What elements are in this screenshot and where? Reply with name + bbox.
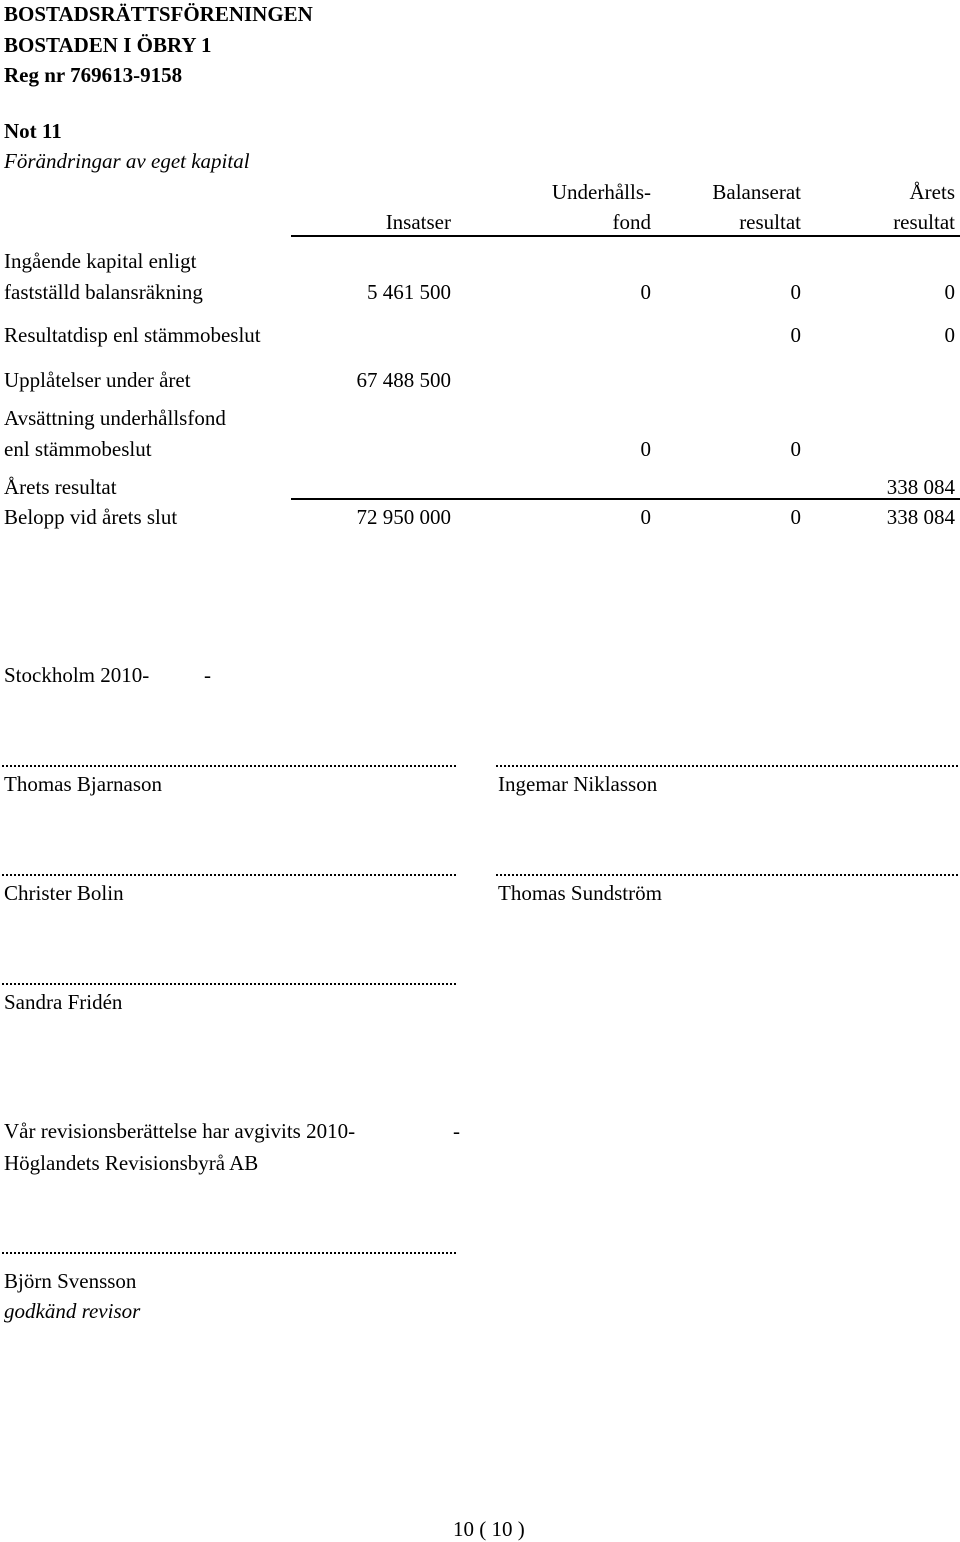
note-title: Not 11 xyxy=(4,119,62,143)
cell-underhallsfond: 0 xyxy=(640,280,651,304)
signatory-name: Thomas Sundström xyxy=(498,881,662,905)
signatory-name: Ingemar Niklasson xyxy=(498,772,658,796)
place-date-dash: - xyxy=(204,663,211,687)
col-header-arets-2: resultat xyxy=(893,210,955,234)
signature-line xyxy=(496,765,958,767)
col-header-underhallsfond-1: Underhålls- xyxy=(551,180,651,204)
note-subtitle: Förändringar av eget kapital xyxy=(4,149,250,173)
signature-line xyxy=(496,874,958,876)
signatory-name: Thomas Bjarnason xyxy=(4,772,163,796)
col-header-underhallsfond-2: fond xyxy=(612,210,651,234)
cell-arets-resultat: 338 084 xyxy=(886,475,955,499)
cell-balanserat: 0 xyxy=(790,323,801,347)
cell-underhallsfond: 0 xyxy=(640,505,651,529)
association-name-line2: BOSTADEN I ÖBRY 1 xyxy=(4,33,212,57)
cell-arets-resultat: 338 084 xyxy=(886,505,955,529)
col-header-balanserat-2: resultat xyxy=(739,210,801,234)
signature-line xyxy=(2,1252,456,1254)
cell-insatser: 72 950 000 xyxy=(356,505,451,529)
total-rule xyxy=(291,498,960,500)
row-label: Belopp vid årets slut xyxy=(4,505,178,529)
row-label: Resultatdisp enl stämmobeslut xyxy=(4,323,261,347)
row-label: Årets resultat xyxy=(4,475,117,499)
signature-line xyxy=(2,983,456,985)
row-label: enl stämmobeslut xyxy=(4,437,152,461)
signature-line xyxy=(2,874,456,876)
cell-arets-resultat: 0 xyxy=(944,280,955,304)
row-label: Avsättning underhållsfond xyxy=(4,406,226,430)
col-header-balanserat-1: Balanserat xyxy=(712,180,801,204)
audit-firm: Höglandets Revisionsbyrå AB xyxy=(4,1151,259,1175)
cell-insatser: 5 461 500 xyxy=(367,280,451,304)
cell-balanserat: 0 xyxy=(790,280,801,304)
cell-balanserat: 0 xyxy=(790,505,801,529)
cell-balanserat: 0 xyxy=(790,437,801,461)
audit-statement-dash: - xyxy=(453,1119,460,1143)
auditor-title: godkänd revisor xyxy=(4,1299,141,1323)
place-date: Stockholm 2010- xyxy=(4,663,150,687)
row-label: Upplåtelser under året xyxy=(4,368,191,392)
registration-number: Reg nr 769613-9158 xyxy=(4,63,183,87)
row-label: Ingående kapital enligt xyxy=(4,249,197,273)
auditor-name: Björn Svensson xyxy=(4,1269,137,1293)
audit-statement: Vår revisionsberättelse har avgivits 2010- xyxy=(4,1119,356,1143)
header-rule xyxy=(291,235,960,237)
cell-underhallsfond: 0 xyxy=(640,437,651,461)
signatory-name: Sandra Fridén xyxy=(4,990,123,1014)
col-header-insatser: Insatser xyxy=(385,210,451,234)
col-header-arets-1: Årets xyxy=(909,180,955,204)
signatory-name: Christer Bolin xyxy=(4,881,124,905)
cell-insatser: 67 488 500 xyxy=(356,368,451,392)
row-label: fastställd balansräkning xyxy=(4,280,203,304)
cell-arets-resultat: 0 xyxy=(944,323,955,347)
signature-line xyxy=(2,765,456,767)
page-number: 10 ( 10 ) xyxy=(453,1517,525,1541)
association-name: BOSTADSRÄTTSFÖRENINGEN xyxy=(4,2,313,26)
